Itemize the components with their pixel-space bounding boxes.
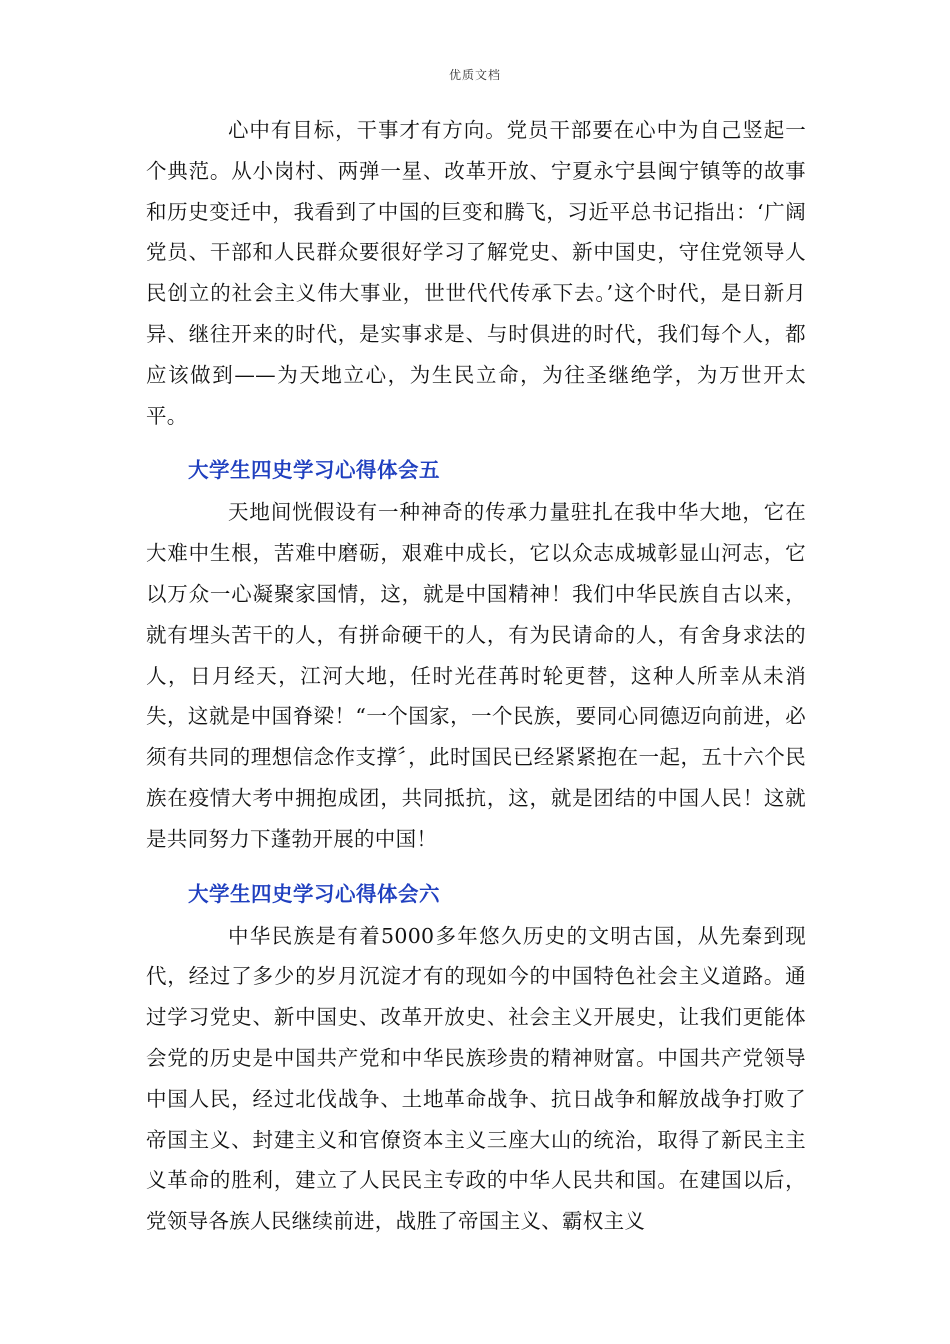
section-heading-6: 大学生四史学习心得体会六	[188, 881, 440, 906]
section-heading-5: 大学生四史学习心得体会五	[188, 458, 440, 483]
paragraph-section-5: 天地间恍假设有一种神奇的传承力量驻扎在我中华大地，它在大难中生根，苦难中磨砺，艰难中成长，它以众志成城彰显山河志，它以万众一心凝聚家国情，这，就是中国精神！我们中华民族自古以来，就有埋头苦干的人，有拼命硬干的人，有为民请命的人，有舍身求法的人，日月经天，江河大地，任时光荏苒时轮更替，这种人所幸从未消失，这就是中国脊梁！“一个国家，一个民族，要同心同德迈向前进，必须有共同的理想信念作支撑〞，此时国民已经紧紧抱在一起，五十六个民族在疫情大考中拥抱成团，共同抵抗，这，就是团结的中国人民！这就是共同努力下蓬勃开展的中国！	[146, 500, 806, 851]
paragraph-intro: 心中有目标，干事才有方向。党员干部要在心中为自己竖起一个典范。从小岗村、两弹一星、改革开放、宁夏永宁县闽宁镇等的故事和历史变迁中，我看到了中国的巨变和腾飞，习近平总书记指出：‘广阔党员、干部和人民群众要很好学习了解党史、新中国史，守住党领导人民创立的社会主义伟大事业，世世代代传承下去。’这个时代，是日新月异、继往开来的时代，是实事求是、与时俱进的时代，我们每个人，都应该做到——为天地立心，为生民立命，为往圣继绝学，为万世开太平。	[146, 118, 806, 428]
page-header: 优质文档	[448, 68, 501, 82]
paragraph-section-6: 中华民族是有着5000多年悠久历史的文明古国，从先秦到现代，经过了多少的岁月沉淀才有的现如今的中国特色社会主义道路。通过学习党史、新中国史、改革开放史、社会主义开展史，让我们更能体会党的历史是中国共产党和中华民族珍贵的精神财富。中国共产党领导中国人民，经过北伐战争、土地革命战争、抗日战争和解放战争打败了帝国主义、封建主义和官僚资本主义三座大山的统治，取得了新民主主义革命的胜利，建立了人民民主专政的中华人民共和国。在建国以后，党领导各族人民继续前进，战胜了帝国主义、霸权主义	[146, 923, 806, 1234]
document-body	[146, 110, 806, 1242]
